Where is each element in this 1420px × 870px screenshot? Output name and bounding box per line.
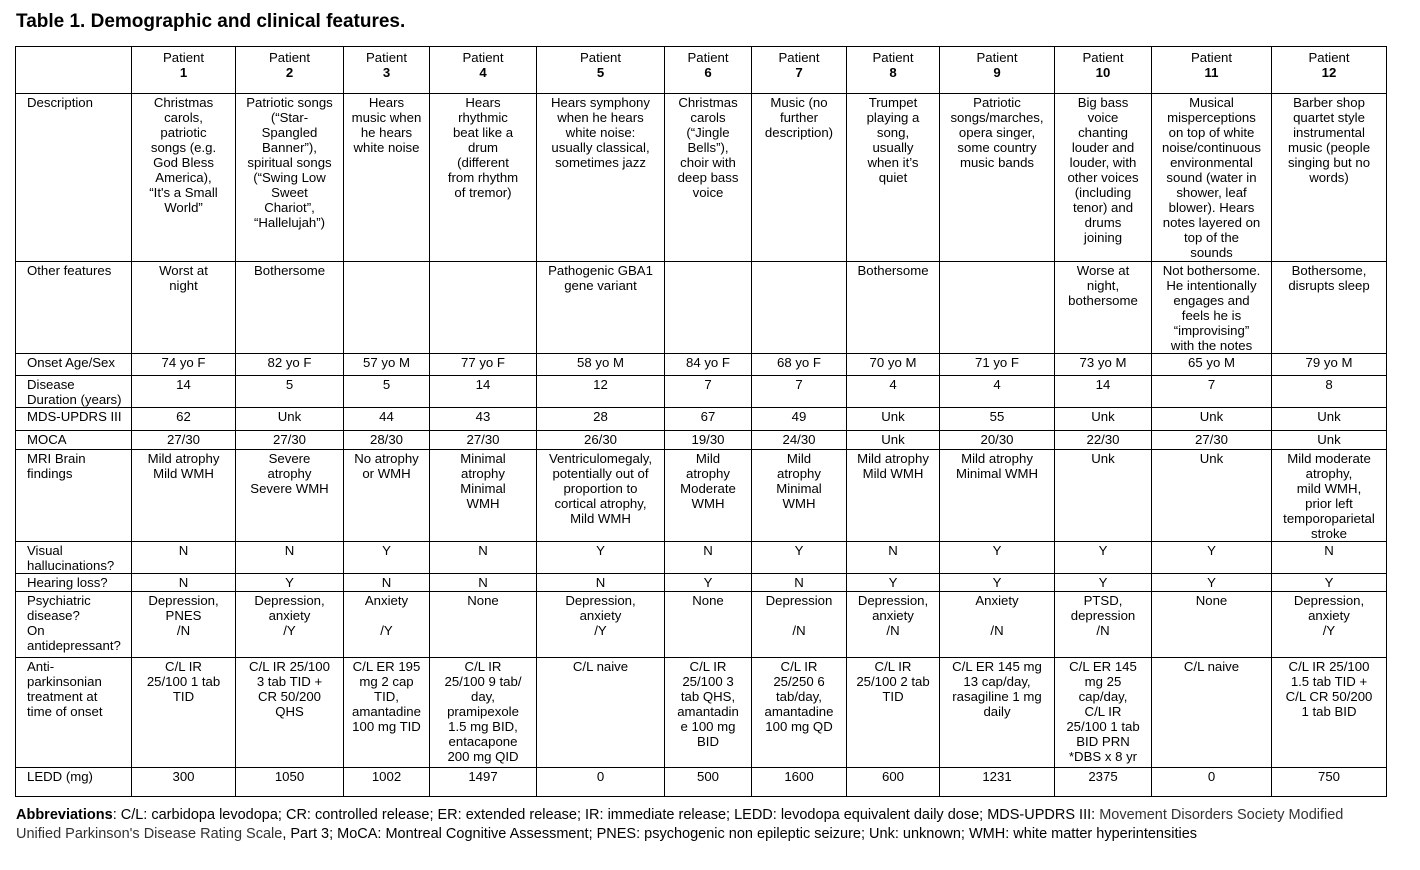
table-cell: 77 yo F <box>430 354 537 376</box>
table-cell: Hears symphony when he hears white noise: usually classical, sometimes jazz <box>537 94 665 262</box>
table-cell: 4 <box>940 376 1055 408</box>
table-cell: N <box>1272 542 1387 574</box>
patient-header-label: Patient <box>162 50 205 65</box>
table-cell: Pathogenic GBA1 gene variant <box>537 262 665 354</box>
table-cell: Depression, anxiety /Y <box>236 592 344 658</box>
abbreviations-text-b: Movement Disorders Society Modified Unified Parkinson's Disease Rating Scale <box>16 807 1344 842</box>
abbreviations-heading: Abbreviations <box>16 807 113 823</box>
table-cell: Hears rhythmic beat like a drum (different from rhythm of tremor) <box>430 94 537 262</box>
patient-header-number: 7 <box>795 65 803 80</box>
patient-header-label: Patient <box>579 50 622 65</box>
table-cell: N <box>430 542 537 574</box>
table-cell: N <box>665 542 752 574</box>
patient-header <box>537 47 665 94</box>
corner-cell <box>16 47 132 94</box>
patient-header-number: 6 <box>704 65 712 80</box>
table-cell: C/L IR 25/250 6 tab/day, amantadine 100 mg QD <box>752 658 847 768</box>
table-row <box>16 376 1387 408</box>
table-cell: None <box>665 592 752 658</box>
patient-header <box>1272 47 1387 94</box>
table-row <box>16 768 1387 797</box>
table-cell: 7 <box>752 376 847 408</box>
table-cell: C/L ER 145 mg 25 cap/day, C/L IR 25/100 1 tab BID PRN *DBS x 8 yr <box>1055 658 1152 768</box>
table-cell: Y <box>940 574 1055 592</box>
table-cell: 44 <box>344 408 430 431</box>
table-cell: C/L naive <box>1152 658 1272 768</box>
table-cell: Y <box>537 542 665 574</box>
table-cell: Y <box>236 574 344 592</box>
table-cell: Y <box>665 574 752 592</box>
table-cell: 14 <box>430 376 537 408</box>
table-cell <box>940 262 1055 354</box>
table-cell: Y <box>847 574 940 592</box>
table-cell: None <box>430 592 537 658</box>
table-cell <box>430 262 537 354</box>
table-cell: Y <box>1152 574 1272 592</box>
table-cell: Mild atrophy Mild WMH <box>847 450 940 542</box>
table-cell: Christmas carols, patriotic songs (e.g. God Bless America), “It's a Small World” <box>132 94 236 262</box>
table-cell: Music (no further description) <box>752 94 847 262</box>
patient-header-label: Patient <box>365 50 408 65</box>
table-cell: Ventriculomegaly, potentially out of proportion to cortical atrophy, Mild WMH <box>537 450 665 542</box>
table-row <box>16 658 1387 768</box>
table-cell: 1050 <box>236 768 344 797</box>
table-cell: Barber shop quartet style instrumental music (people singing but no words) <box>1272 94 1387 262</box>
table-cell <box>665 262 752 354</box>
patient-header-label: Patient <box>687 50 729 65</box>
table-cell: None <box>1152 592 1272 658</box>
patient-header-number: 2 <box>285 65 294 80</box>
table-row <box>16 450 1387 542</box>
row-label: Anti- parkinsonian treatment at time of onset <box>16 658 132 768</box>
patient-header-number: 3 <box>382 65 391 80</box>
patient-header-number: 4 <box>479 65 487 80</box>
table-cell: Patriotic songs (“Star- Spangled Banner”), spiritual songs (“Swing Low Sweet Chariot”, “Hallelujah”) <box>236 94 344 262</box>
table-cell: 20/30 <box>940 431 1055 450</box>
row-label: Visual hallucinations? <box>16 542 132 574</box>
table-cell: Hears music when he hears white noise <box>344 94 430 262</box>
table-cell: C/L IR 25/100 2 tab TID <box>847 658 940 768</box>
table-cell: 68 yo F <box>752 354 847 376</box>
table-cell: C/L IR 25/100 1 tab TID <box>132 658 236 768</box>
table-cell: 19/30 <box>665 431 752 450</box>
table-cell: 27/30 <box>132 431 236 450</box>
patient-header <box>940 47 1055 94</box>
table-cell: 14 <box>1055 376 1152 408</box>
table-cell: C/L IR 25/100 3 tab TID + CR 50/200 QHS <box>236 658 344 768</box>
row-label: MOCA <box>16 431 132 450</box>
table-cell: Unk <box>847 431 940 450</box>
table-cell: N <box>132 574 236 592</box>
table-cell: Minimal atrophy Minimal WMH <box>430 450 537 542</box>
table-cell: Trumpet playing a song, usually when it’s quiet <box>847 94 940 262</box>
table-cell: Depression, anxiety /Y <box>537 592 665 658</box>
table-cell: 84 yo F <box>665 354 752 376</box>
patient-header-label: Patient <box>1308 50 1350 65</box>
table-cell: Bothersome <box>847 262 940 354</box>
row-label: Disease Duration (years) <box>16 376 132 408</box>
table-cell: PTSD, depression /N <box>1055 592 1152 658</box>
patient-header <box>1055 47 1152 94</box>
table-cell: 0 <box>537 768 665 797</box>
patient-header-number: 1 <box>179 65 188 80</box>
table-cell <box>344 262 430 354</box>
table-row <box>16 408 1387 431</box>
patient-header-label: Patient <box>1190 50 1233 65</box>
patient-header-label: Patient <box>462 50 504 65</box>
patient-header-number: 12 <box>1321 65 1337 80</box>
table-cell: 600 <box>847 768 940 797</box>
table-cell: 7 <box>665 376 752 408</box>
row-label: Onset Age/Sex <box>16 354 132 376</box>
table-cell: Unk <box>1055 450 1152 542</box>
patient-header <box>665 47 752 94</box>
table-row <box>16 431 1387 450</box>
table-cell: Depression /N <box>752 592 847 658</box>
table-cell: 27/30 <box>236 431 344 450</box>
table-cell: 5 <box>236 376 344 408</box>
table-cell: Y <box>1272 574 1387 592</box>
row-label: MDS-UPDRS III <box>16 408 132 431</box>
table-cell: 300 <box>132 768 236 797</box>
patient-header-label: Patient <box>268 50 311 65</box>
patient-header <box>344 47 430 94</box>
row-label: Hearing loss? <box>16 574 132 592</box>
table-cell: 4 <box>847 376 940 408</box>
table-cell: 28 <box>537 408 665 431</box>
table-cell: 1002 <box>344 768 430 797</box>
table-cell: Bothersome, disrupts sleep <box>1272 262 1387 354</box>
patient-header <box>236 47 344 94</box>
row-label: Other features <box>16 262 132 354</box>
patient-header-label: Patient <box>976 50 1018 65</box>
table-cell: N <box>132 542 236 574</box>
table-cell: N <box>847 542 940 574</box>
header-row <box>16 47 1387 94</box>
patient-header <box>132 47 236 94</box>
table-cell: 67 <box>665 408 752 431</box>
table-cell: Mild moderate atrophy, mild WMH, prior left temporoparietal stroke <box>1272 450 1387 542</box>
table-cell: 62 <box>132 408 236 431</box>
table-row <box>16 542 1387 574</box>
table-cell: 82 yo F <box>236 354 344 376</box>
patient-header-label: Patient <box>872 50 914 65</box>
table-cell: Unk <box>1152 408 1272 431</box>
table-cell: C/L ER 195 mg 2 cap TID, amantadine 100 mg TID <box>344 658 430 768</box>
table-cell: 7 <box>1152 376 1272 408</box>
table-row <box>16 262 1387 354</box>
table-cell: Y <box>1152 542 1272 574</box>
table-cell: 22/30 <box>1055 431 1152 450</box>
table-cell: N <box>236 542 344 574</box>
patient-header-number: 8 <box>889 65 897 80</box>
patient-header-number: 11 <box>1204 65 1219 80</box>
table-cell: C/L naive <box>537 658 665 768</box>
table-cell: Bothersome <box>236 262 344 354</box>
row-label: Psychiatric disease? On antidepressant? <box>16 592 132 658</box>
table-cell: Anxiety /Y <box>344 592 430 658</box>
table-cell: Big bass voice chanting louder and louder, with other voices (including tenor) and drums joining <box>1055 94 1152 262</box>
table-cell: Musical misperceptions on top of white noise/continuous environmental sound (water in shower, leaf blower). Hears notes layered on top of the sounds <box>1152 94 1272 262</box>
patient-header <box>430 47 537 94</box>
table-title: Table 1. Demographic and clinical features. <box>16 11 406 32</box>
table-cell: Depression, anxiety /Y <box>1272 592 1387 658</box>
table-row <box>16 94 1387 262</box>
table-cell: Y <box>940 542 1055 574</box>
table-cell: 1497 <box>430 768 537 797</box>
table-row <box>16 592 1387 658</box>
table-cell: 1600 <box>752 768 847 797</box>
table-cell: C/L IR 25/100 9 tab/ day, pramipexole 1.5 mg BID, entacapone 200 mg QID <box>430 658 537 768</box>
demographics-table <box>15 46 1387 797</box>
table-cell: 14 <box>132 376 236 408</box>
table-cell: 1231 <box>940 768 1055 797</box>
table-cell: 750 <box>1272 768 1387 797</box>
table-cell: 24/30 <box>752 431 847 450</box>
table-cell: N <box>344 574 430 592</box>
table-cell: Y <box>752 542 847 574</box>
table-cell: 65 yo M <box>1152 354 1272 376</box>
table-cell: Mild atrophy Mild WMH <box>132 450 236 542</box>
table-cell: N <box>537 574 665 592</box>
table-cell: Y <box>344 542 430 574</box>
row-label: MRI Brain findings <box>16 450 132 542</box>
table-cell: 55 <box>940 408 1055 431</box>
table-cell: C/L IR 25/100 1.5 tab TID + C/L CR 50/200 1 tab BID <box>1272 658 1387 768</box>
table-cell: 57 yo M <box>344 354 430 376</box>
table-cell: N <box>430 574 537 592</box>
table-cell: Patriotic songs/marches, opera singer, some country music bands <box>940 94 1055 262</box>
table-cell: Y <box>1055 542 1152 574</box>
table-cell: 70 yo M <box>847 354 940 376</box>
table-cell: 8 <box>1272 376 1387 408</box>
row-label: Description <box>16 94 132 262</box>
patient-header <box>1152 47 1272 94</box>
table-cell: Unk <box>1152 450 1272 542</box>
table-cell: Worse at night, bothersome <box>1055 262 1152 354</box>
table-cell: 27/30 <box>430 431 537 450</box>
table-cell: Anxiety /N <box>940 592 1055 658</box>
table-cell: C/L ER 145 mg 13 cap/day, rasagiline 1 mg daily <box>940 658 1055 768</box>
table-cell <box>752 262 847 354</box>
table-cell: 500 <box>665 768 752 797</box>
table-cell: Mild atrophy Minimal WMH <box>940 450 1055 542</box>
abbreviations-text-c: , Part 3; MoCA: Montreal Cognitive Assessment; PNES: psychogenic non epileptic seizure; Unk: unknown; WMH: white matter hyperintensities <box>282 826 1198 842</box>
table-cell: 27/30 <box>1152 431 1272 450</box>
table-cell: 79 yo M <box>1272 354 1387 376</box>
row-label: LEDD (mg) <box>16 768 132 797</box>
table-cell: Mild atrophy Moderate WMH <box>665 450 752 542</box>
patient-header <box>847 47 940 94</box>
table-row <box>16 354 1387 376</box>
table-cell: 2375 <box>1055 768 1152 797</box>
table-cell: Christmas carols (“Jingle Bells”), choir with deep bass voice <box>665 94 752 262</box>
table-cell: 26/30 <box>537 431 665 450</box>
table-cell: Unk <box>1055 408 1152 431</box>
table-cell: 5 <box>344 376 430 408</box>
table-cell: N <box>752 574 847 592</box>
table-cell: Not bothersome. He intentionally engages and feels he is “improvising” with the notes <box>1152 262 1272 354</box>
table-cell: Unk <box>1272 431 1387 450</box>
table-cell: 74 yo F <box>132 354 236 376</box>
table-cell: Y <box>1055 574 1152 592</box>
table-row <box>16 574 1387 592</box>
table-cell: 71 yo F <box>940 354 1055 376</box>
table-cell: Unk <box>1272 408 1387 431</box>
table-cell: Mild atrophy Minimal WMH <box>752 450 847 542</box>
table-cell: Worst at night <box>132 262 236 354</box>
table-cell: 28/30 <box>344 431 430 450</box>
abbreviations-text-a: : C/L: carbidopa levodopa; CR: controlled release; ER: extended release; IR: immediate release; LEDD: levodopa equivalent daily dose; MDS-UPDRS III: <box>112 807 1100 823</box>
table-cell: Unk <box>847 408 940 431</box>
patient-header-number: 5 <box>596 65 605 80</box>
table-cell: 58 yo M <box>537 354 665 376</box>
table-cell: Unk <box>236 408 344 431</box>
table-cell: 73 yo M <box>1055 354 1152 376</box>
table-cell: Severe atrophy Severe WMH <box>236 450 344 542</box>
patient-header-number: 9 <box>993 65 1001 80</box>
patient-header-label: Patient <box>778 50 820 65</box>
abbreviations-note <box>16 806 1356 844</box>
table-cell: 43 <box>430 408 537 431</box>
patient-header-number: 10 <box>1095 65 1111 80</box>
table-cell: Depression, PNES /N <box>132 592 236 658</box>
table-cell: Depression, anxiety /N <box>847 592 940 658</box>
table-cell: 49 <box>752 408 847 431</box>
patient-header-label: Patient <box>1082 50 1124 65</box>
table-cell: 0 <box>1152 768 1272 797</box>
table-cell: 12 <box>537 376 665 408</box>
patient-header <box>752 47 847 94</box>
table-cell: C/L IR 25/100 3 tab QHS, amantadin e 100 mg BID <box>665 658 752 768</box>
table-cell: No atrophy or WMH <box>344 450 430 542</box>
